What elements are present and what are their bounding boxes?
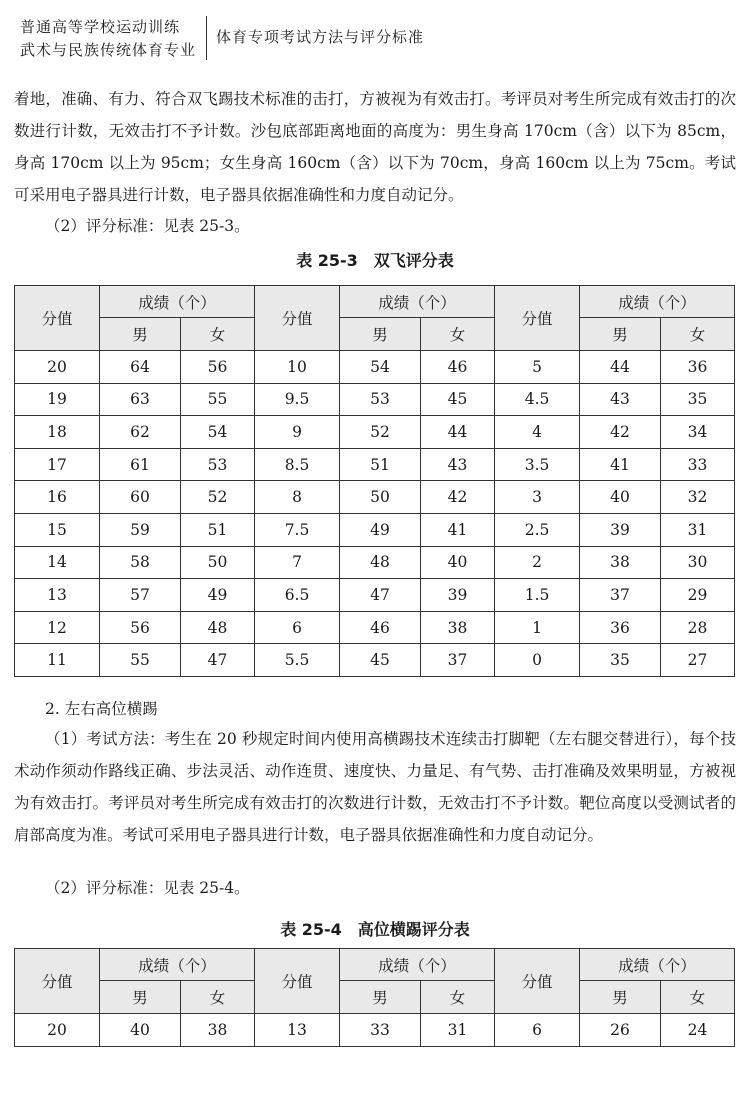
male-header: 男 [580,981,661,1014]
table-cell: 42 [421,481,495,514]
female-header: 女 [181,981,255,1014]
table-cell: 49 [340,513,421,546]
table-cell: 56 [100,611,181,644]
table-cell: 1 [495,611,580,644]
female-header: 女 [661,981,735,1014]
table-cell: 63 [100,383,181,416]
result-header: 成绩（个） [100,949,255,981]
table-cell: 2 [495,546,580,579]
score-header: 分值 [15,949,100,1014]
male-header: 男 [100,318,181,351]
table-cell: 55 [100,644,181,677]
table-row [15,644,735,677]
table-row [15,1014,735,1047]
table-cell: 20 [15,351,100,384]
table-cell: 13 [15,579,100,612]
table-cell: 45 [340,644,421,677]
table-cell: 38 [421,611,495,644]
table-cell: 3 [495,481,580,514]
table-cell: 8 [255,481,340,514]
table-cell: 31 [421,1014,495,1047]
table-cell: 57 [100,579,181,612]
result-header: 成绩（个） [580,286,735,318]
table-cell: 9.5 [255,383,340,416]
table-cell: 36 [661,351,735,384]
table-cell: 64 [100,351,181,384]
result-header: 成绩（个） [340,949,495,981]
table-cell: 38 [181,1014,255,1047]
table-cell: 60 [100,481,181,514]
result-header: 成绩（个） [340,286,495,318]
table-cell: 28 [661,611,735,644]
table-cell: 33 [340,1014,421,1047]
female-header: 女 [421,318,495,351]
table-cell: 14 [15,546,100,579]
table-row [15,513,735,546]
paragraph-high-kick-method: （1）考试方法：考生在 20 秒规定时间内使用高横踢技术连续击打脚靶（左右腿交替进行），每个技术动作须动作路线正确、步法灵活、动作连贯、速度快、力量足、有气势、击打准确及效果明显，方被视为有效击打。考评员对考生所完成有效击打的次数进行计数，无效击打不予计数。靶位高度以受测试者的肩部高度为准。考试可采用电子器具进行计数，电子器具依据准确性和力度自动记分。 [14,730,736,844]
table-cell: 54 [181,416,255,449]
table-cell: 40 [100,1014,181,1047]
score-header: 分值 [495,949,580,1014]
table-cell: 56 [181,351,255,384]
table-cell: 10 [255,351,340,384]
table-row [15,546,735,579]
table-cell: 36 [580,611,661,644]
result-header: 成绩（个） [100,286,255,318]
table-25-3-caption: 表 25-3 双飞评分表 [296,251,454,270]
table-cell: 16 [15,481,100,514]
paragraph-scoring-ref-2: （2）评分标准：见表 25-4。 [45,879,250,897]
table-cell: 51 [181,513,255,546]
table-row [15,351,735,384]
table-cell: 24 [661,1014,735,1047]
table-cell: 5.5 [255,644,340,677]
table-25-3 [14,285,735,677]
table-cell: 30 [661,546,735,579]
score-header: 分值 [255,949,340,1014]
male-header: 男 [580,318,661,351]
header-divider [206,16,207,60]
table-cell: 44 [580,351,661,384]
header-line-2: 武术与民族传统体育专业 [20,41,197,59]
male-header: 男 [340,318,421,351]
table-cell: 50 [340,481,421,514]
paragraph-method-continued: 着地，准确、有力、符合双飞踢技术标准的击打，方被视为有效击打。考评员对考生所完成有效击打的次数进行计数，无效击打不予计数。沙包底部距离地面的高度为：男生身高 170cm（含）以下为 85cm，身高 170cm 以上为 95cm；女生身高 160cm（含）以下为 70cm，身高 160cm 以上为 75cm。考试可采用电子器具进行计数，电子器具依据准确性和力度自动记分。 [14,90,736,204]
table-cell: 12 [15,611,100,644]
score-header: 分值 [495,286,580,351]
table-cell: 26 [580,1014,661,1047]
header-chapter-title: 体育专项考试方法与评分标准 [216,28,425,46]
table-cell: 15 [15,513,100,546]
table-row [15,481,735,514]
table-cell: 31 [661,513,735,546]
score-header: 分值 [255,286,340,351]
table-cell: 38 [580,546,661,579]
table-cell: 7 [255,546,340,579]
table-cell: 4.5 [495,383,580,416]
table-cell: 35 [580,644,661,677]
table-cell: 49 [181,579,255,612]
table-cell: 52 [181,481,255,514]
table-cell: 43 [421,448,495,481]
table-cell: 40 [580,481,661,514]
table-cell: 40 [421,546,495,579]
table-cell: 55 [181,383,255,416]
table-row [15,579,735,612]
table-cell: 61 [100,448,181,481]
table-25-4 [14,948,735,1047]
table-row [15,448,735,481]
table-cell: 37 [421,644,495,677]
table-cell: 2.5 [495,513,580,546]
table-cell: 17 [15,448,100,481]
table-cell: 35 [661,383,735,416]
table-cell: 50 [181,546,255,579]
table-cell: 18 [15,416,100,449]
table-cell: 3.5 [495,448,580,481]
table-cell: 6.5 [255,579,340,612]
table-cell: 19 [15,383,100,416]
table-cell: 47 [340,579,421,612]
table-cell: 27 [661,644,735,677]
male-header: 男 [100,981,181,1014]
table-cell: 54 [340,351,421,384]
table-cell: 46 [340,611,421,644]
table-cell: 45 [421,383,495,416]
table-cell: 7.5 [255,513,340,546]
table-cell: 41 [421,513,495,546]
table-cell: 44 [421,416,495,449]
header-book-title [20,16,196,62]
table-cell: 59 [100,513,181,546]
table-cell: 48 [181,611,255,644]
table-cell: 37 [580,579,661,612]
table-cell: 62 [100,416,181,449]
female-header: 女 [421,981,495,1014]
paragraph-scoring-ref-1: （2）评分标准：见表 25-3。 [45,217,250,235]
table-cell: 39 [580,513,661,546]
table-cell: 29 [661,579,735,612]
table-cell: 43 [580,383,661,416]
table-cell: 41 [580,448,661,481]
table-cell: 6 [255,611,340,644]
table-cell: 1.5 [495,579,580,612]
table-cell: 58 [100,546,181,579]
result-header: 成绩（个） [580,949,735,981]
table-cell: 33 [661,448,735,481]
score-header: 分值 [15,286,100,351]
section-heading-high-kick: 2. 左右高位横踢 [45,700,158,718]
table-cell: 5 [495,351,580,384]
table-cell: 32 [661,481,735,514]
table-row [15,611,735,644]
table-cell: 39 [421,579,495,612]
table-cell: 34 [661,416,735,449]
table-cell: 9 [255,416,340,449]
table-cell: 20 [15,1014,100,1047]
table-cell: 4 [495,416,580,449]
male-header: 男 [340,981,421,1014]
female-header: 女 [181,318,255,351]
table-cell: 8.5 [255,448,340,481]
table-row [15,383,735,416]
female-header: 女 [661,318,735,351]
table-cell: 52 [340,416,421,449]
table-cell: 47 [181,644,255,677]
table-cell: 0 [495,644,580,677]
table-cell: 53 [181,448,255,481]
table-row [15,416,735,449]
header-line-1: 普通高等学校运动训练 [20,18,181,36]
table-cell: 53 [340,383,421,416]
table-cell: 51 [340,448,421,481]
table-cell: 6 [495,1014,580,1047]
table-cell: 46 [421,351,495,384]
table-cell: 11 [15,644,100,677]
page-header [0,0,750,72]
table-cell: 48 [340,546,421,579]
table-cell: 42 [580,416,661,449]
table-cell: 13 [255,1014,340,1047]
table-25-4-caption: 表 25-4 高位横踢评分表 [280,920,470,939]
